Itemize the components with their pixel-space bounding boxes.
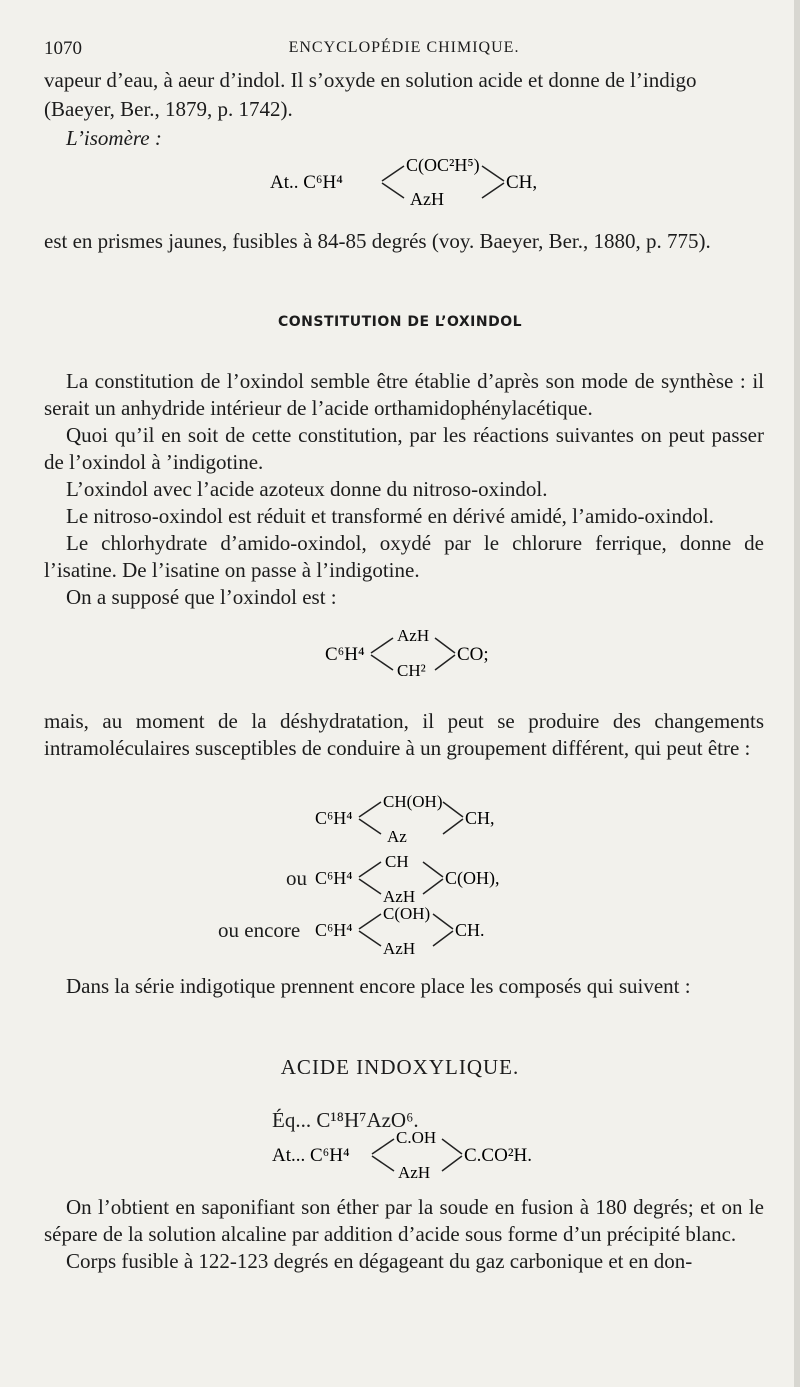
formula-right: CH.	[455, 920, 485, 940]
formula-top: C.OH	[396, 1128, 437, 1147]
formula-alt-2	[315, 850, 545, 908]
compound-title: ACIDE INDOXYLIQUE.	[280, 1055, 520, 1079]
formula-right: CO;	[457, 644, 489, 665]
formula-top: AzH	[397, 626, 430, 645]
formula-prefix: At.. C⁶H⁴	[270, 172, 343, 193]
intro-line-1: vapeur d’eau, à aeur d’indol. Il s’oxyde en solution acide et donne de l’indigo	[44, 68, 697, 92]
formula-alt-1	[315, 790, 545, 848]
formula-prefix: C⁶H⁴	[325, 644, 365, 665]
compound-text	[44, 1194, 764, 1275]
formula-right: C(OH),	[445, 868, 500, 888]
formula-right: CH,	[465, 808, 495, 828]
paragraph: Quoi qu’il en soit de cette constitution, par les réactions suivantes on peut passer de l’oxindol à ’indigotine.	[44, 423, 764, 474]
page-edge	[794, 0, 800, 1387]
formula-top: CH	[385, 852, 409, 871]
equivalent-formula: Éq... C¹⁸H⁷AzO⁶.	[272, 1108, 419, 1132]
running-title: ENCYCLOPÉDIE CHIMIQUE.	[288, 39, 520, 56]
paragraph: L’oxindol avec l’acide azoteux donne du nitroso-oxindol.	[66, 477, 548, 501]
formula-prefix: C⁶H⁴	[315, 920, 353, 940]
paragraph: On l’obtient en saponifiant son éther par la soude en fusion à 180 degrés; et on le sépare de la solution alcaline par addition d’acide sous forme d’un précipité blanc.	[44, 1195, 764, 1246]
paragraph: mais, au moment de la déshydratation, il peut se produire des changements intramoléculaires susceptibles de conduire à un groupement différent, qui peut être :	[44, 709, 764, 760]
transition-text	[44, 708, 764, 762]
paragraph: La constitution de l’oxindol semble être établie d’après son mode de synthèse : il serait un anhydride intérieur de l’acide orthamidophénylacétique.	[44, 369, 764, 420]
constitution-text	[44, 368, 764, 611]
formula-bottom: AzH	[410, 189, 444, 209]
formula-bottom: AzH	[398, 1163, 431, 1182]
formula-bottom: Az	[387, 827, 407, 846]
formula-right: CH,	[506, 172, 538, 193]
formula-bottom: AzH	[383, 939, 416, 958]
paragraph: Le nitroso-oxindol est réduit et transformé en dérivé amidé, l’amido-oxindol.	[66, 504, 714, 528]
formula-prefix: C⁶H⁴	[315, 868, 353, 888]
formula-bottom: AzH	[383, 887, 416, 906]
formula-isomer	[270, 150, 560, 212]
formula-prefix: At... C⁶H⁴	[272, 1145, 350, 1166]
formula-top: C(OH)	[383, 904, 431, 923]
paragraph: On a supposé que l’oxindol est :	[66, 585, 337, 609]
formula-alt-3	[315, 902, 545, 960]
page-number: 1070	[44, 38, 82, 59]
paragraph: Le chlorhydrate d’amido-oxindol, oxydé par le chlorure ferrique, donne de l’isatine. De l’isatine on passe à l’indigotine.	[44, 531, 764, 582]
formula-bottom: CH²	[397, 661, 426, 680]
formula-prefix: C⁶H⁴	[315, 808, 353, 828]
formula-top: CH(OH)	[383, 792, 443, 811]
intro-line-3: est en prismes jaunes, fusibles à 84-85 degrés (voy. Baeyer, Ber., 1880, p. 775).	[44, 229, 711, 253]
intro-line-2: (Baeyer, Ber., 1879, p. 1742).	[44, 97, 293, 121]
isomer-label: L’isomère :	[66, 126, 162, 150]
formula-lead: ou	[286, 866, 307, 890]
formula-oxindol	[325, 622, 525, 684]
formula-top: C(OC²H⁵)	[406, 155, 480, 175]
formula-right: C.CO²H.	[464, 1145, 532, 1166]
section-title: CONSTITUTION DE L’OXINDOL	[277, 314, 523, 330]
paragraph: Corps fusible à 122-123 degrés en dégageant du gaz carbonique et en don-	[66, 1249, 693, 1273]
formula-indoxylic	[272, 1124, 572, 1184]
formula-lead: ou encore	[218, 918, 301, 942]
series-intro: Dans la série indigotique prennent encore place les composés qui suivent :	[66, 974, 691, 998]
page-header	[44, 38, 764, 60]
